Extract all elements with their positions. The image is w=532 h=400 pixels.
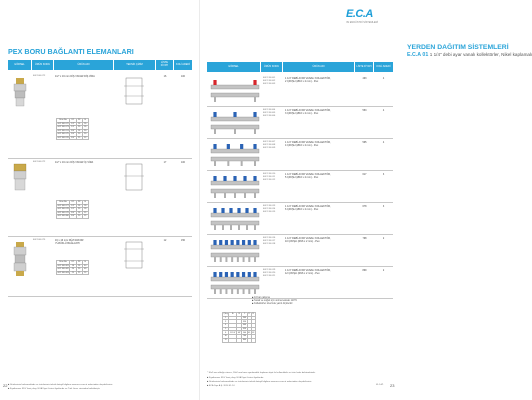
- product-code: 602 135 006: [263, 115, 276, 117]
- valve-cap: [213, 176, 216, 181]
- footnote: * 16x2 mm olduğu sürece, 18x2 mm boru ayarlanabilir kaplama tüpü ile kullanılabilir ve ürün kodu belirtmektedir.: [207, 372, 316, 374]
- product-name: 1/2" x 16 mm DİŞ YAKAR İÇ VİRA: [55, 161, 94, 164]
- spec-cell: 25: [77, 136, 81, 139]
- product-code: 602 135 009: [263, 147, 276, 149]
- footnote: ■ ECA Yapı A.Ş. 2014 01-14: [207, 385, 235, 387]
- col-header: ÜRÜN KODU: [32, 60, 54, 70]
- box-qty: 3: [382, 173, 385, 176]
- product-codes: [263, 269, 275, 278]
- manifold-image: [209, 108, 261, 136]
- product-name: 16 x 16 mm DÜZ RAKOR YÜZÜKLÜ BAĞLANTI: [55, 239, 84, 246]
- spec-cell: 1/2": [71, 126, 75, 129]
- spec-header: H: [82, 261, 88, 265]
- manifold-image: [209, 204, 261, 232]
- manifold-row: [207, 234, 393, 267]
- manifold-image: [209, 140, 261, 168]
- box-qty: 4: [382, 109, 385, 112]
- product-codes: [263, 109, 275, 118]
- dim-cell: 10: [223, 335, 229, 339]
- spec-cell: 602 180 082: [57, 268, 69, 271]
- box-qty: 4: [382, 141, 385, 144]
- valve-cap: [236, 240, 239, 245]
- outlet-port: [214, 129, 216, 134]
- product-code: 602 135 007: [263, 141, 276, 143]
- footnote: ■ Ürünlerimiz bulunmaktadır ve ürünlerimiz teknik detaylı bilgilere www.eca.com.tr adresinden ulaşabilirsiniz.: [8, 384, 113, 386]
- spec-header: D1: [71, 119, 75, 122]
- spec-notes: [252, 296, 342, 306]
- valve-cap: [253, 144, 256, 149]
- dim-cell: 4: [223, 324, 229, 328]
- manifold-bar: [211, 149, 259, 153]
- manifold-image: [209, 76, 261, 104]
- outlet-port: [214, 97, 216, 102]
- outlet-port: [220, 257, 222, 262]
- dim-cell: 400: [242, 324, 247, 327]
- list-price: 12: [163, 239, 167, 242]
- product-code: 602 135 004: [263, 109, 276, 111]
- manifold-bar: [211, 277, 259, 281]
- dim-header: Çıkış: [223, 313, 228, 316]
- manifold-bar: [211, 213, 259, 217]
- product-codes: [263, 205, 275, 214]
- valve-cap: [248, 240, 251, 245]
- spec-cell: 16: [77, 211, 81, 214]
- dimension-table: [222, 312, 256, 343]
- valve-cap: [253, 80, 256, 85]
- spec-cell: 3/4": [71, 211, 75, 214]
- dim-cell: 800: [242, 339, 247, 342]
- product-code: 602 135 002: [263, 80, 276, 82]
- product-code: 602 135 019: [263, 269, 276, 271]
- dim-cell: 12: [223, 338, 229, 342]
- left-page-title: PEX BORU BAĞLANTI ELEMANLARI: [8, 47, 134, 56]
- spec-cell: 16: [77, 129, 81, 132]
- spec-cell: 20: [71, 268, 75, 271]
- spec-cell: 16: [71, 264, 75, 267]
- spec-cell: 3/4": [71, 215, 75, 218]
- right-table-header: [207, 62, 393, 72]
- outlet-port: [248, 257, 250, 262]
- box-qty: 2: [382, 237, 385, 240]
- spec-header: Ürün No.: [57, 261, 70, 265]
- spec-header: D2: [77, 119, 81, 122]
- manifold-bar: [211, 221, 259, 225]
- valve-cap: [229, 208, 232, 213]
- valve-cap: [242, 240, 245, 245]
- manifold-bar: [211, 189, 259, 193]
- product-code: 602 180 072: [33, 161, 46, 163]
- valve-cap: [253, 176, 256, 181]
- product-code: 602 135 015: [263, 211, 276, 213]
- series-name: E.C.A 01: [407, 52, 429, 58]
- dim-cell: 350: [242, 320, 247, 323]
- spec-cell: 20: [77, 126, 81, 129]
- col-header: GÖRSEL: [207, 62, 261, 72]
- valve-cap: [236, 272, 239, 277]
- dim-cell: 5: [223, 327, 229, 331]
- box-qty: 100: [181, 161, 185, 164]
- product-name: 1 1/4" DEBİ AYAR VANALI KOLLEKTÖR, 5 ÇIKIŞLI (Ø16 x 2 mm) - Pex: [285, 173, 331, 180]
- valve-cap: [213, 112, 216, 117]
- col-header: TEKNİK ÇİZİM: [114, 60, 156, 70]
- valve-cap: [233, 112, 236, 117]
- product-code: 602 135 021: [263, 275, 276, 277]
- box-qty: 4: [382, 77, 385, 80]
- list-price: 493: [362, 77, 367, 80]
- spec-cell: 25: [71, 271, 75, 274]
- outlet-port: [224, 193, 226, 198]
- product-row: [8, 72, 192, 159]
- product-name: 1 1/4" DEBİ AYAR VANALI KOLLEKTÖR, 2 ÇIKIŞLI (Ø16 x 2 mm) - Pex: [285, 77, 331, 84]
- outlet-port: [214, 289, 216, 294]
- spec-cell: 44: [84, 264, 87, 267]
- spec-cell: 28: [84, 204, 87, 207]
- spec-cell: 28: [84, 208, 87, 211]
- manifold-image: [209, 236, 261, 264]
- series-description: 1 1/4" debi ayar vanalı kollektörler, Nikel kaplamalı: [429, 52, 532, 57]
- spec-cell: 602 180 072: [57, 122, 69, 125]
- fitting-image: [12, 242, 28, 276]
- logo-mark: E.C.A: [346, 8, 373, 20]
- outlet-port: [254, 193, 256, 198]
- product-name: 1 1/4" DEBİ AYAR VANALI KOLLEKTÖR, 6 ÇIKIŞLI (Ø16 x 2 mm) - Pex: [285, 205, 331, 212]
- product-code: 602 135 017: [263, 240, 276, 242]
- technical-drawing: [116, 240, 152, 270]
- spec-cell: 602 180 076: [57, 136, 69, 139]
- dim-cell: 6: [223, 331, 229, 335]
- dim-header: A: [229, 313, 237, 317]
- dim-cell: [229, 338, 237, 342]
- product-code: 602 135 014: [263, 208, 276, 210]
- spec-cell: 26: [84, 122, 87, 125]
- outlet-port: [214, 161, 216, 166]
- note: ■ Kollektörler üzerinde yazılı ölçülerdir: [252, 302, 293, 306]
- product-name: 1 1/4" DEBİ AYAR VANALI KOLLEKTÖR, 3 ÇIKIŞLI (Ø16 x 2 mm) - Pex: [285, 109, 331, 116]
- spec-header: D1: [71, 201, 75, 204]
- spec-table: [56, 200, 89, 219]
- technical-drawing: [116, 76, 152, 106]
- outlet-port: [225, 257, 227, 262]
- valve-cap: [213, 144, 216, 149]
- product-code: 602 135 003: [263, 83, 276, 85]
- outlet-port: [230, 225, 232, 230]
- spec-cell: 30: [84, 129, 87, 132]
- spec-header: D2: [77, 201, 81, 204]
- spec-header: Ürün No.: [57, 201, 70, 205]
- outlet-port: [234, 129, 236, 134]
- valve-cap: [248, 272, 251, 277]
- col-header: ÜRÜN ADI: [283, 62, 355, 72]
- outlet-port: [220, 289, 222, 294]
- product-name: 1 1/4" DEBİ AYAR VANALI KOLLEKTÖR, 10 ÇIKIŞLI (Ø16 x 2 mm) - Pex: [285, 237, 331, 244]
- col-header: GÖRSEL: [8, 60, 32, 70]
- valve-cap: [253, 112, 256, 117]
- spec-cell: 1/2": [71, 208, 75, 211]
- manifold-image: [209, 172, 261, 200]
- product-code: 602 135 010: [263, 173, 276, 175]
- dim-cell: 2: [223, 316, 229, 320]
- valve-cap: [213, 80, 216, 85]
- valve-cap: [231, 240, 234, 245]
- list-price: 899: [362, 269, 367, 272]
- outlet-port: [254, 97, 256, 102]
- manifold-row: [207, 74, 393, 107]
- dim-cell: 500: [242, 331, 247, 334]
- outlet-port: [241, 161, 243, 166]
- outlet-port: [234, 193, 236, 198]
- dim-cell: [251, 338, 255, 342]
- valve-cap: [213, 272, 216, 277]
- valve-cap: [253, 240, 256, 245]
- manifold-bar: [211, 245, 259, 249]
- col-header: KOLİ ADEDİ: [176, 62, 190, 66]
- spec-cell: 32: [84, 211, 87, 214]
- valve-cap: [219, 240, 222, 245]
- dim-cell: 62: [252, 331, 255, 334]
- manifold-row: [207, 202, 393, 235]
- dim-cell: 300: [242, 317, 247, 320]
- manifold-bar: [211, 85, 259, 89]
- box-qty: 100: [181, 75, 185, 78]
- spec-cell: 32: [84, 215, 87, 218]
- outlet-port: [254, 257, 256, 262]
- right-page-subtitle: [407, 52, 532, 58]
- col-header: ÜRÜN KODU: [261, 62, 283, 72]
- spec-cell: 602 180 075: [57, 133, 69, 136]
- dim-cell: 3: [223, 320, 229, 324]
- valve-cap: [213, 240, 216, 245]
- page-number: 23: [390, 383, 395, 388]
- outlet-port: [227, 161, 229, 166]
- outlet-port: [231, 289, 233, 294]
- dim-cell: 1/4": [237, 331, 241, 334]
- spec-cell: 602 180 073: [57, 126, 69, 129]
- col-header: KOLİ ADEDİ: [376, 64, 391, 68]
- spec-cell: 20: [77, 133, 81, 136]
- dim-cell: 11 1/4": [229, 331, 236, 334]
- valve-cap: [223, 176, 226, 181]
- spec-header: H: [82, 119, 88, 123]
- brand-logo: [346, 8, 386, 28]
- spec-header: D2: [77, 261, 81, 264]
- fitting-image: [12, 78, 28, 108]
- product-code: 602 180 075: [33, 239, 46, 241]
- outlet-port: [254, 225, 256, 230]
- manifold-bar: [211, 117, 259, 121]
- outlet-port: [231, 257, 233, 262]
- outlet-port: [225, 289, 227, 294]
- valve-cap: [225, 240, 228, 245]
- product-codes: [263, 141, 275, 150]
- list-price: 17: [163, 161, 167, 164]
- valve-cap: [221, 208, 224, 213]
- valve-cap: [219, 272, 222, 277]
- spec-cell: 32: [84, 136, 87, 139]
- valve-cap: [231, 272, 234, 277]
- spec-header: H: [82, 201, 88, 205]
- col-header: LİSTE FİYATI: [355, 62, 374, 72]
- spec-table: [56, 118, 89, 140]
- dim-header: C: [243, 313, 246, 316]
- spec-cell: 602 180 074: [57, 129, 69, 132]
- product-code: 602 135 011: [263, 176, 276, 178]
- manifold-bar: [211, 93, 259, 97]
- spec-cell: 1/2": [71, 122, 75, 125]
- product-code: 602 135 012: [263, 179, 276, 181]
- left-table-header: [8, 60, 192, 70]
- manifold-bar: [211, 253, 259, 257]
- spec-cell: 602 180 081: [57, 264, 69, 267]
- footnote: ■ Fiyatlarımız KDV hariç olup, ECA Fiyat Listesi fiyatlarıdır ve Türk Lirası cinsinden belirtilmiştir.: [8, 388, 101, 390]
- spec-cell: 3/4": [71, 136, 75, 139]
- dim-header: D: [248, 313, 250, 316]
- spec-cell: 52: [84, 271, 87, 274]
- product-row: [8, 236, 192, 297]
- spec-cell: 16: [77, 122, 81, 125]
- valve-cap: [213, 208, 216, 213]
- manifold-bar: [211, 125, 259, 129]
- valve-cap: [225, 272, 228, 277]
- outlet-port: [243, 289, 245, 294]
- manifold-bar: [211, 285, 259, 289]
- outlet-port: [254, 129, 256, 134]
- spec-cell: 3/4": [71, 129, 75, 132]
- dim-cell: 45: [248, 331, 251, 334]
- manifold-row: [207, 266, 393, 299]
- valve-cap: [233, 176, 236, 181]
- valve-cap: [253, 208, 256, 213]
- spec-cell: 602 180 083: [57, 271, 69, 274]
- manifold-row: [207, 106, 393, 139]
- product-codes: [263, 77, 275, 86]
- outlet-port: [222, 225, 224, 230]
- product-codes: [263, 237, 275, 246]
- logo-subtitle: ISI ENDÜSTRİ SİSTEMLERİ: [346, 21, 379, 24]
- footnote: ■ Ürünlerimiz bulunmaktadır ve ürünlerimiz teknik detaylı bilgilere www.eca.com.tr adresinden ulaşabilirsiniz.: [207, 381, 312, 383]
- valve-cap: [227, 144, 230, 149]
- manifold-bar: [211, 157, 259, 161]
- list-price: 617: [362, 173, 367, 176]
- product-name: 1 1/4" DEBİ AYAR VANALI KOLLEKTÖR, 12 ÇIKIŞLI (Ø16 x 2 mm) - Pex: [285, 269, 331, 276]
- outlet-port: [246, 225, 248, 230]
- dim-header: B: [237, 313, 242, 317]
- outlet-port: [237, 257, 239, 262]
- outlet-port: [237, 289, 239, 294]
- list-price: 678: [362, 205, 367, 208]
- list-price: 16: [163, 75, 167, 78]
- page-number: 22: [3, 383, 8, 388]
- spec-header: Ürün No.: [57, 119, 70, 123]
- manifold-image: [209, 268, 261, 296]
- product-code: 602 135 016: [263, 237, 276, 239]
- col-header: LİSTE FİYATI: [156, 60, 174, 70]
- spec-table: [56, 260, 89, 275]
- valve-cap: [237, 208, 240, 213]
- spec-cell: 602 180 078: [57, 208, 69, 211]
- spec-cell: 602 180 077: [57, 204, 69, 207]
- note: ■ Sıcak ve soğuk için ısıtma tesisatı 110°C: [252, 299, 298, 303]
- outlet-port: [254, 289, 256, 294]
- spec-cell: 3/4": [71, 133, 75, 136]
- list-price: 595: [362, 141, 367, 144]
- outlet-port: [214, 257, 216, 262]
- manifold-row: [207, 138, 393, 171]
- spec-cell: 20: [77, 215, 81, 218]
- spec-cell: 20: [77, 208, 81, 211]
- spec-cell: 25: [77, 271, 81, 274]
- valve-cap: [253, 272, 256, 277]
- spec-cell: 48: [84, 268, 87, 271]
- box-qty: 2: [382, 269, 385, 272]
- outlet-port: [248, 289, 250, 294]
- product-row: [8, 158, 192, 237]
- valve-cap: [240, 144, 243, 149]
- box-qty: 150: [181, 239, 185, 242]
- footnote: ■ Fiyatlarımız KDV hariç olup, ECA Fiyat Listesi fiyatlarıdır.: [207, 377, 264, 379]
- valve-cap: [245, 208, 248, 213]
- list-price: 798: [362, 237, 367, 240]
- right-page-title: YERDEN DAĞITIM SİSTEMLERİ: [407, 44, 509, 51]
- valve-cap: [242, 272, 245, 277]
- spec-cell: 20: [77, 268, 81, 271]
- manifold-bar: [211, 181, 259, 185]
- note: ■ 10 bar çalışma: [252, 296, 270, 299]
- left-page: [0, 0, 200, 400]
- spec-cell: 30: [84, 133, 87, 136]
- product-code: 602 135 008: [263, 144, 276, 146]
- dim-header: E: [252, 313, 254, 316]
- box-qty: 3: [382, 205, 385, 208]
- product-code: 602 180 072: [33, 75, 46, 77]
- spec-header: D1: [71, 261, 75, 264]
- product-code: 602 135 005: [263, 112, 276, 114]
- outlet-port: [243, 257, 245, 262]
- spec-cell: 602 180 079: [57, 211, 69, 214]
- spec-cell: 16: [77, 264, 81, 267]
- outlet-port: [214, 225, 216, 230]
- dim-cell: 700: [242, 335, 247, 338]
- product-code: 602 135 013: [263, 205, 276, 207]
- outlet-port: [238, 225, 240, 230]
- product-code: 602 135 001: [263, 77, 276, 79]
- spec-cell: 16: [77, 204, 81, 207]
- spec-cell: 26: [84, 126, 87, 129]
- product-code: 602 135 020: [263, 272, 276, 274]
- product-name: 1/2" x 16 mm DİŞ YAKAR DİŞ VİRA: [55, 75, 95, 78]
- product-code: 602 135 018: [263, 243, 276, 245]
- technical-drawing: [116, 162, 152, 192]
- right-page: [200, 0, 532, 400]
- spec-cell: 1/2": [71, 204, 75, 207]
- valve-cap: [243, 176, 246, 181]
- fitting-image: [12, 164, 28, 192]
- outlet-port: [244, 193, 246, 198]
- dim-cell: 450: [242, 328, 247, 331]
- page-code: 01-14/1: [376, 384, 384, 386]
- col-header: ÜRÜN ADI: [54, 60, 114, 70]
- product-codes: [263, 173, 275, 182]
- product-name: 1 1/4" DEBİ AYAR VANALI KOLLEKTÖR, 4 ÇIKIŞLI (Ø16 x 2 mm) - Pex: [285, 141, 331, 148]
- list-price: 563: [362, 109, 367, 112]
- outlet-port: [214, 193, 216, 198]
- manifold-row: [207, 170, 393, 203]
- outlet-port: [254, 161, 256, 166]
- spec-cell: 602 180 080: [57, 215, 69, 218]
